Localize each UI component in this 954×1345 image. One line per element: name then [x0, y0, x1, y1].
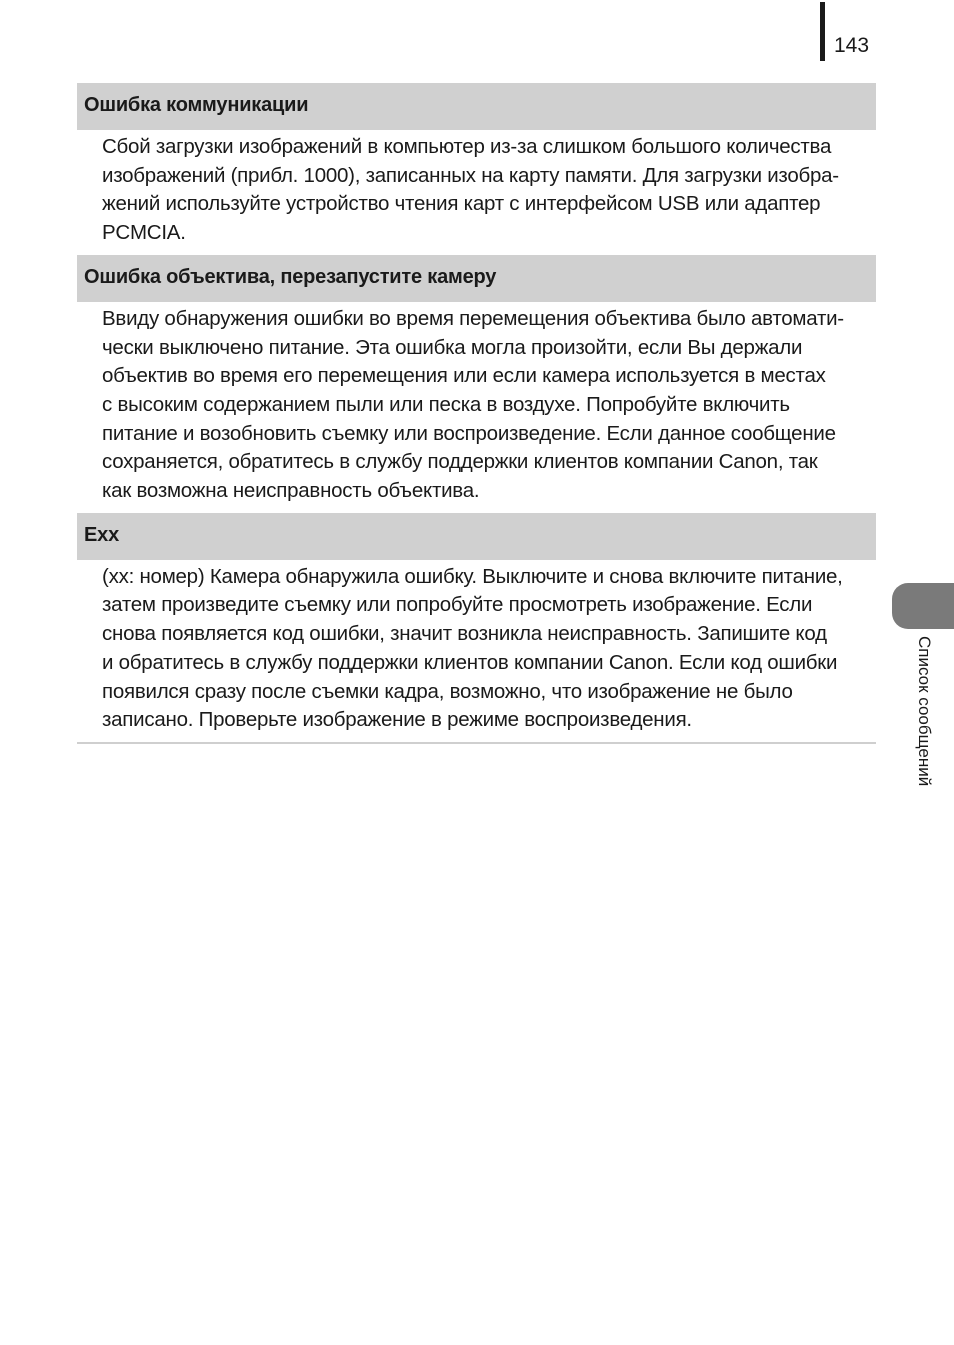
page-number: 143	[834, 34, 870, 57]
section-body: Ввиду обнаружения ошибки во время перемещения объектива было автомати- чески выключено питание. Эта ошибка могла произойти, если Вы держали объектив во время его перемещения или если камера используется в местах с высоким содержанием пыли или песка в воздухе. Попробуйте включить питание и возобновить съемку или воспроизведение. Если данное сообщение сохраняется, обратитесь в службу поддержки клиентов компании Canon, так как возможна неисправность объектива.	[102, 306, 844, 503]
message-list	[77, 83, 876, 744]
section-body: Сбой загрузки изображений в компьютер из-за слишком большого количества изображений (прибл. 1000), записанных на карту памяти. Для загрузки изобра- жений используйте устройство чтения карт с интерфейсом USB или адаптер PCMCIA.	[102, 135, 839, 245]
message-section-exx	[77, 513, 876, 742]
page-marker-bar	[820, 2, 825, 61]
section-title: Ошибка объектива, перезапустите камеру	[77, 255, 876, 302]
section-title: Ошибка коммуникации	[77, 83, 876, 130]
section-title: Exx	[77, 513, 876, 560]
message-section-communication-error	[77, 83, 876, 255]
section-divider	[77, 742, 876, 744]
message-section-lens-error	[77, 255, 876, 513]
section-body: (xx: номер) Камера обнаружила ошибку. Выключите и снова включите питание, затем произведите съемку или попробуйте просмотреть изображение. Если снова появляется код ошибки, значит возникла неисправность. Запишите код и обратитесь в службу поддержки клиентов компании Canon. Если код ошибки появился сразу после съемки кадра, возможно, что изображение не было записано. Проверьте изображение в режиме воспроизведения.	[102, 564, 843, 732]
chapter-tab	[892, 583, 954, 629]
chapter-label: Список сообщений	[915, 636, 934, 787]
